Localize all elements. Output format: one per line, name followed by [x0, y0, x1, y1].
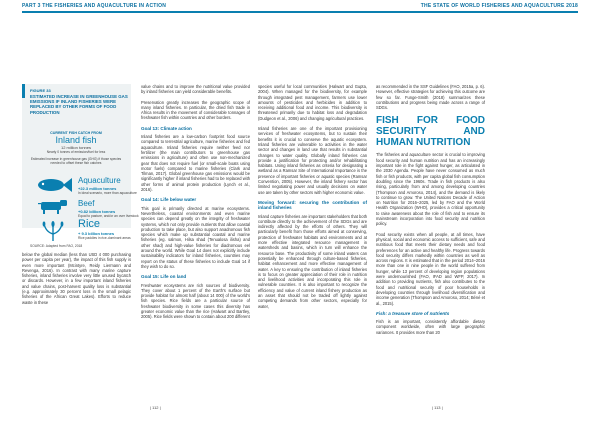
col3-paragraph-3: Inland capture fisheries are important stakeholders that both contribute directly to the achievement of the SDGs and are indirectly affected by the efforts of others. They will particularly benefit from those efforts aimed at conserving, protection of freshwater habitats and environments and at more effective integrated resource management in watersheds and basins, which in turn will enhance the resource base. The productivity of some inland waters can potentially be enhanced through culture-based fisheries, habitat enhancement and more effective management of water. A key to ensuring the contribution of inland fisheries is to focus on greater appreciation of their role in nutrition and livelihood activities and incorporating this role in vulnerable countries. It is also important to recognize the efficiency and value of current inland fishery production as an asset that should not be traded off lightly against competing demands from other sectors, especially for water, [258, 213, 368, 309]
goal-15-heading: Goal 15: Life on land [141, 274, 187, 280]
rice-plant-icon [40, 220, 66, 242]
col4-paragraph-1: as recommended in the SSF Guidelines (FAO, 2015a, p. 6). However, effective strategies for achieving this outcome are few so far. Funge-Smith (2018) summarizes these contributions and progress being made across a range of SDGs. [376, 84, 485, 111]
fish-title: Inland fish [55, 135, 97, 145]
goal-13-heading: Goal 13: Climate action [141, 125, 192, 131]
aquaculture-fish-icon [34, 176, 74, 194]
col2-paragraph-1: value chains and to improve the nutritional value provided by inland fisheries can yield considerable benefits. [141, 84, 250, 95]
beef-title: Beef [78, 199, 95, 208]
col3-paragraph-2: Inland fisheries are one of the important provisioning services of freshwater ecosystems, but to sustain their benefits it is crucial to conserve the aquatic ecosystem. Inland fisheries are vulnerable to activities in the water sector and changes in land use that results in substantial changes to water quality. Globally inland fisheries can provide a justification for protecting and/or rehabilitating habitats. Using inland fisheries as criteria for designating a wetland as a Ramsar Site of International Importance is the presence of important fisheries or aquatic species (Ramsar Convention, 2005). However, the inland fishery sector has limited negotiating power and usually decisions on water use are taken by other sectors with higher economic value. [258, 126, 367, 195]
column-4 [376, 84, 485, 340]
rice-value: + 9.3 billion tonnes [78, 231, 115, 236]
figure-title: ESTIMATED INCREASE IN GREENHOUSE GAS EMISSIONS IF INLAND FISHERIES WERE REPLACED BY OTHER FORMS OF FOOD PRODUCTION [30, 94, 128, 115]
fish-note: Estimated increase in greenhouse gas (GHG) if those species needed to offset these fish catches [30, 157, 122, 165]
col2-paragraph-3: Inland fisheries are a low-carbon footprint food source compared to terrestrial agriculture, marine fisheries and fed aquaculture. Inland fisheries require neither feed nor fertilizer (the main contributors to greenhouse gas emissions in agriculture) and often use non-mechanized gear that does not require fuel (or small-scale boats using motor fuels) compared to marine fisheries (Clark and Tilman, 2017). Global greenhouse gas emissions would be significantly higher if inland fisheries had to be replaced with other forms of animal protein production (Lynch et al., 2016). [141, 134, 250, 193]
beef-value: +0.82 billion tonnes [78, 209, 116, 214]
column-3 [258, 84, 367, 314]
aquaculture-desc: In ideal scenario, more than aquaculture [78, 191, 137, 195]
section-heading-fish-for-food: FISH FOR FOOD SECURITY AND HUMAN NUTRITION [376, 115, 485, 149]
figure-label: FIGURE 33 [30, 88, 51, 93]
aquaculture-title: Aquaculture [78, 176, 121, 185]
page-header [0, 0, 600, 26]
fish-desc: Nearly 0 tonnes of emission/fuel for less [46, 150, 106, 154]
aquaculture-value: +22.3 million tonnes [78, 186, 117, 191]
column-2 [141, 84, 250, 325]
page-number-left: | 112 | [150, 405, 161, 410]
figure-accent-bar [22, 84, 25, 98]
fish-heading: CURRENT FISH CATCH FROM [50, 131, 102, 135]
header-left-title: PART 3 THE FISHERIES AND AQUACULTURE IN ACTION [22, 3, 167, 9]
goal-14-heading: Goal 14: Life below water [141, 197, 197, 203]
col2-paragraph-5: Freshwater ecosystems are rich sources of biodiversity. They cover about 1 percent of the Earth's surface but provide habitat for almost half (about 14 000) of the world's fish species. Rice fields are a particular source of freshwater biodiversity in some cases this diversity has greater economic value than the rice (Halwart and Bartley, 2005). Rice fields were shown to contain about 200 different [141, 282, 250, 320]
col3-paragraph-1: species useful for local communities (Halwart and Gupta, 2004). When managed for the biodiversity, for example through integrated pest management, farmers use lower amounts of pesticides and herbicides in addition to receiving additional food and income. This biodiversity is threatened primarily due to habitat loss and degradation (Dudgeon et al., 2006) and changing agricultural practices. [258, 84, 367, 121]
col1-paragraph: below the global median (less than USD 4 000 purchasing power per capita per year), the impact of this fish supply is even more important (Mcintyre, Reidy Liermann and Revenga, 2016). In contrast with many marine capture fisheries, inland fisheries involve very little unused bycatch or discards. However, in a few important inland fisheries and value chains, post-harvest quality loss is substantial (e.g. approximately 30 percent loss in the small pelagic fisheries of the African Great Lakes). Efforts to reduce waste in these [22, 252, 131, 305]
beef-desc: Equal to pasture, and/or an over livestock [78, 214, 139, 218]
rice-desc: Rice paddies in rice-dominant areas [78, 236, 131, 240]
treasure-store-heading: Fish: a treasure store of nutrients [376, 310, 450, 316]
col4-paragraph-3: Food security exists when all people, at all times, have physical, social and economic access to sufficient, safe and nutritious food that meets their dietary needs and food preferences for an active and healthy life. Progress towards food security differs markedly within countries as well as across regions. It is estimated that in the period 2014–2016 more than one in nine people in the world suffered from hunger, while 13 percent of developing region populations were undernourished (FAO, IFAD and WFP, 2017). In addition to providing nutrients, fish also contributes to the food and nutritional security of poor households in developing countries through livelihood diversification and income generation (Thompson and Amoroso, 2014; Béné et al., 2015). [376, 231, 485, 306]
beef-cow-icon [36, 199, 70, 215]
col2-paragraph-4: This goal is primarily directed at marine ecosystems. Nevertheless, coastal environments and even marine species can depend greatly on the integrity of freshwater systems, which not only provide nutrients that allow coastal production to take place, but also support anadromous fish species which make up substantial coastal and marine fisheries (eg. salmon, Hilsa shad (Tenualosa ilisha) and other shad) and high-value fisheries for diadromous eel around the world. While Goal 14 does not explicitly include sustainability indicators for inland fisheries, countries may report on the status of these fisheries to include Goal 14 if they wish to do so. [141, 205, 250, 269]
col4-paragraph-2: The fisheries and aquaculture sector is crucial to improving food security and human nutrition and has an increasingly important role in the fight against hunger, as articulated in the 2030 Agenda. People have never consumed as much fish or fish products, with per capita global fish consumption doubling since the 1960s. Trade in fish products is also rising, particularly from and among developing countries (Thompson and Amoroso, 2014), and the demand is likely to continue to grow. The United Nations Decade of Action on Nutrition for 2016–2025, led by FAO and the World Health Organization (WHO), provides a critical opportunity to raise awareness about the role of fish and to ensure its mainstream incorporation into food security and nutrition policy. [376, 152, 485, 227]
moving-forward-heading: Moving forward: securing the contribution of inland fisheries [258, 199, 367, 211]
col2-paragraph-2: Preservation greatly increases the geographic scope of many inland fisheries. In particular, the dried fish trade in Africa results in the movement of considerable tonnages of freshwater fish within countries and other borders. [141, 99, 250, 121]
page-number-right: | 113 | [432, 405, 443, 410]
figure-source: SOURCE: Adapted from FAO, 2018 [30, 244, 83, 248]
fish-value: 12 million tonnes [60, 145, 92, 150]
col4-paragraph-4: Fish is an important, consistently affordable dietary component worldwide, often with large geographic variances. It provides more than 20 [376, 319, 485, 335]
rice-title: Rice [78, 218, 101, 230]
header-rule [22, 11, 578, 13]
header-right-title: THE STATE OF WORLD FISHERIES AND AQUACULTURE 2018 [420, 3, 578, 9]
column-1 [22, 252, 131, 310]
